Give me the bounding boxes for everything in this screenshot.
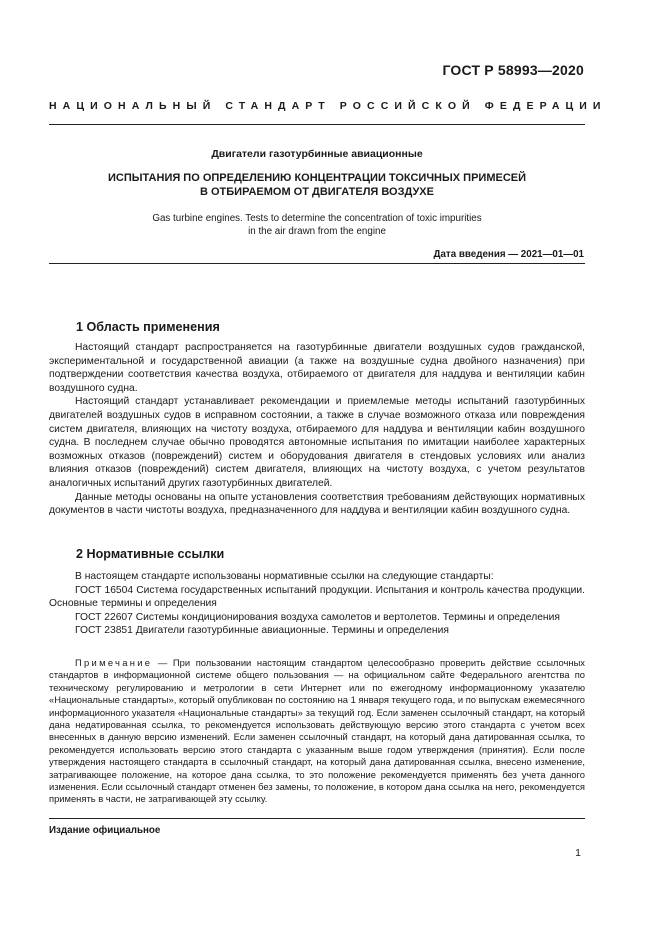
section-2-body [49,570,585,638]
document-number: ГОСТ Р 58993—2020 [442,62,584,78]
reference-item: ГОСТ 23851 Двигатели газотурбинные авиационные. Термины и определения [75,625,449,637]
top-divider [49,124,585,125]
reference-item: ГОСТ 16504 Система государственных испытаний продукции. Испытания и контроль качества продукции. Основные термины и определения [49,584,585,610]
english-title-line-1: Gas turbine engines. Tests to determine the concentration of toxic impurities [152,213,482,224]
paragraph: В настоящем стандарте использованы нормативные ссылки на следующие стандарты: [75,571,494,582]
page-number: 1 [575,847,581,859]
note-paragraph [49,657,585,806]
english-title [49,212,585,238]
introduction-date: Дата введения — 2021—01—01 [433,249,584,260]
english-title-line-2: in the air drawn from the engine [248,226,386,237]
main-title-line-2: В ОТБИРАЕМОМ ОТ ДВИГАТЕЛЯ ВОЗДУХЕ [200,186,434,198]
paragraph: Настоящий стандарт распространяется на газотурбинные двигатели воздушных судов гражданской, экспериментальной и государственной авиации (а также на воздушные судна двойного назначения) при подтверждении соответствия качества воздуха, отбираемого от двигателя для наддува и вентиляции кабин воздушного судна. [49,342,585,394]
main-title-line-1: ИСПЫТАНИЯ ПО ОПРЕДЕЛЕНИЮ КОНЦЕНТРАЦИИ ТОКСИЧНЫХ ПРИМЕСЕЙ [108,172,526,184]
note-block [49,657,585,806]
title-divider [49,263,585,264]
paragraph: Настоящий стандарт устанавливает рекомендации и приемлемые методы испытаний газотурбинных двигателей воздушных судов в исправном состоянии, а также в случае возможного отказа или повреждения систем двигателя, влияющих на чистоту воздуха, отбираемого для наддува и вентиляции кабин воздушного судна. В последнем случае обычно проводятся автономные испытания по имитации наиболее характерных возможных отказов (повреждений) систем и оборудования двигателя в стендовых условиях или анализ влияния отказов (повреждений) систем двигателя, влияющих на чистоту воздуха, с учетом результатов аналогичных испытаний других газотурбинных двигателей. [49,396,585,489]
section-1-heading: 1 Область применения [76,320,220,334]
reference-item: ГОСТ 22607 Системы кондиционирования воздуха самолетов и вертолетов. Термины и определения [75,611,560,623]
national-standard-heading: НАЦИОНАЛЬНЫЙ СТАНДАРТ РОССИЙСКОЙ ФЕДЕРАЦИИ [49,100,607,112]
paragraph: Данные методы основаны на опыте установления соответствия требованиям действующих нормативных документов в части чистоты воздуха, предназначенного для наддува и вентиляции кабин воздушного судна. [49,491,585,517]
main-title [49,171,585,199]
edition-label: Издание официальное [49,825,161,836]
topic-line: Двигатели газотурбинные авиационные [211,148,423,160]
note-text: — При пользовании настоящим стандартом целесообразно проверить действие ссылочных стандартов в информационной системе общего пользования — на официальном сайте Федерального агентства по техническому регулированию и метрологии в сети Интернет или по ежегодному информационному указателю «Национальные стандарты», который опубликован по состоянию на 1 января текущего года, и по выпускам ежемесячного информационного указателя «Национальные стандарты» за текущий год. Если заменен ссылочный стандарт, на который дана недатированная ссылка, то рекомендуется использовать действующую версию этого стандарта с учетом всех внесенных в данную версию изменений. Если заменен ссылочный стандарт, на который дана датированная ссылка, то рекомендуется использовать версию этого стандарта с указанным выше годом утверждения (принятия). Если после утверждения настоящего стандарта в ссылочный стандарт, на который дана датированная ссылка, внесено изменение, затрагивающее положение, на которое дана ссылка, то это положение рекомендуется применять без учета данного изменения. Если ссылочный стандарт отменен без замены, то положение, в котором дана ссылка на него, рекомендуется применять в части, не затрагивающей эту ссылку. [49,657,585,805]
section-2-heading: 2 Нормативные ссылки [76,547,225,561]
footer-divider [49,818,585,819]
section-1-body [49,341,585,518]
note-label: Примечание [75,657,153,668]
